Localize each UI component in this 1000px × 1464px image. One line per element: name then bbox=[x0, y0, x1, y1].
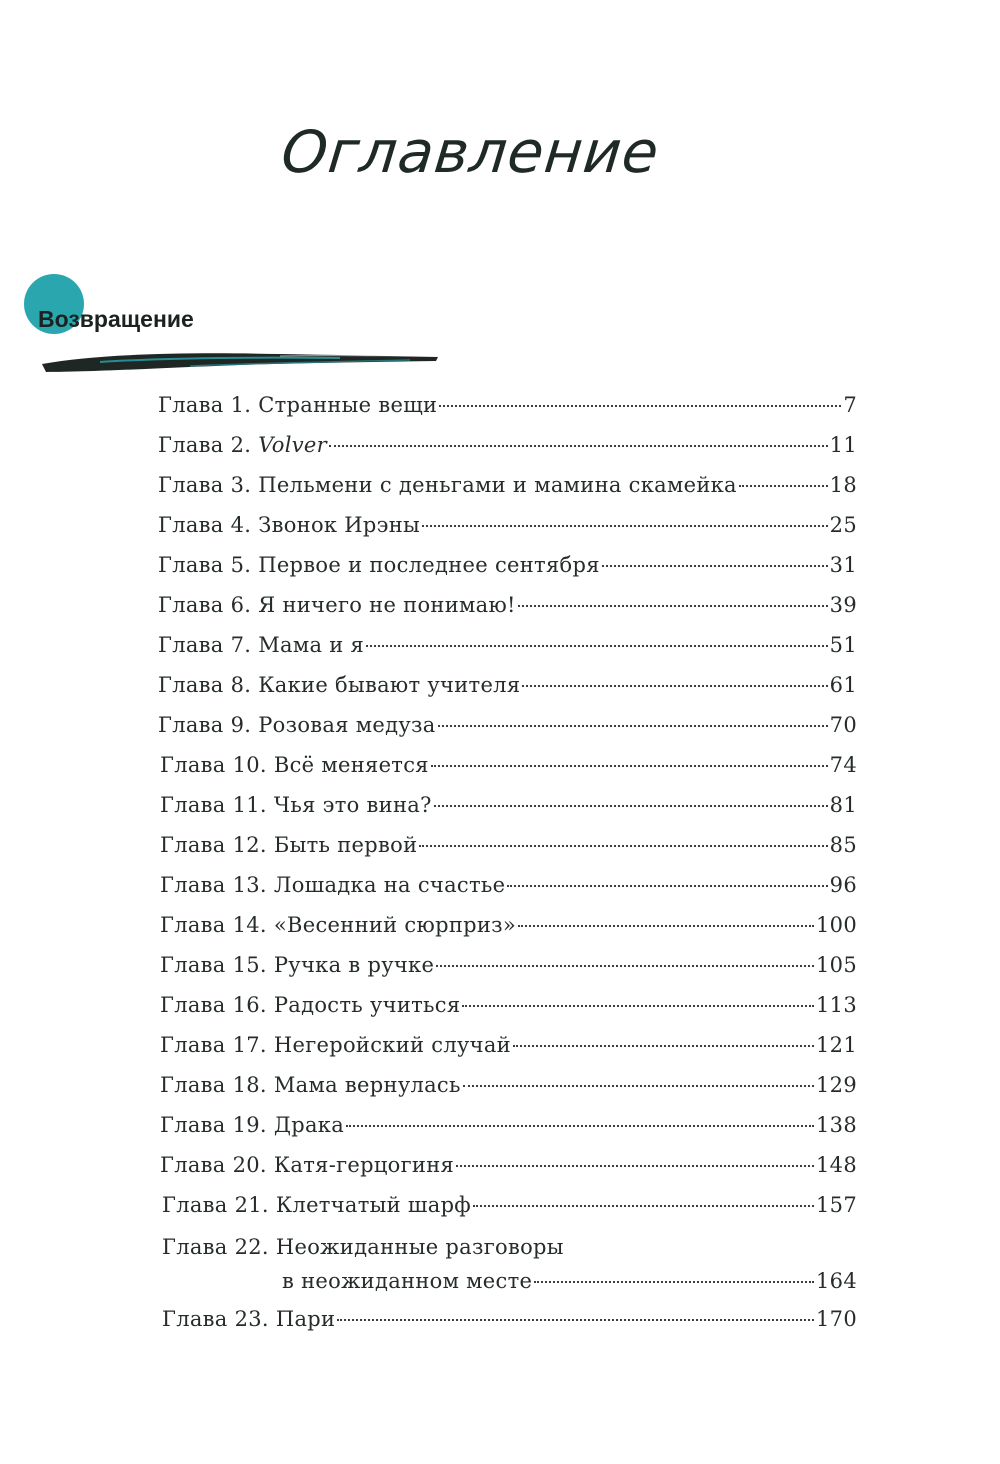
dot-leader bbox=[518, 925, 814, 927]
chapter-number: 13. bbox=[232, 873, 274, 897]
page-number: 148 bbox=[816, 1153, 857, 1177]
chapter-label bbox=[160, 830, 417, 860]
chapter-label bbox=[160, 1150, 454, 1180]
chapter-word: Глава bbox=[160, 1113, 233, 1137]
chapter-number: 3. bbox=[230, 473, 259, 497]
chapter-number: 21. bbox=[234, 1193, 276, 1217]
dot-leader bbox=[439, 405, 841, 407]
page-number: 157 bbox=[816, 1193, 857, 1217]
chapter-word: Глава bbox=[160, 873, 233, 897]
dot-leader bbox=[438, 725, 828, 727]
page-number: 164 bbox=[816, 1269, 857, 1293]
chapter-label bbox=[160, 910, 516, 940]
chapter-title: Мама вернулась bbox=[273, 1073, 461, 1097]
chapter-word: Глава bbox=[160, 1073, 233, 1097]
page-number: 100 bbox=[816, 913, 857, 937]
chapter-number: 7. bbox=[230, 633, 259, 657]
dot-leader bbox=[434, 805, 828, 807]
page-number: 70 bbox=[829, 713, 857, 737]
chapter-label bbox=[158, 590, 516, 620]
toc-entry[interactable] bbox=[160, 1150, 857, 1180]
chapter-word: Глава bbox=[158, 513, 231, 537]
dot-leader bbox=[462, 1005, 814, 1007]
toc-entry[interactable] bbox=[162, 1304, 857, 1334]
chapter-word: Глава bbox=[158, 433, 231, 457]
chapter-number: 10. bbox=[232, 753, 274, 777]
page-number: 85 bbox=[829, 833, 857, 857]
chapter-title: Пари bbox=[275, 1307, 336, 1331]
chapter-title: «Весенний сюрприз» bbox=[273, 913, 517, 937]
chapter-number: 8. bbox=[230, 673, 259, 697]
dot-leader bbox=[473, 1205, 814, 1207]
chapter-label bbox=[160, 990, 460, 1020]
toc-entry[interactable] bbox=[160, 910, 857, 940]
toc-entry[interactable] bbox=[158, 630, 857, 660]
page-number: 39 bbox=[829, 593, 857, 617]
chapter-word: Глава bbox=[160, 953, 233, 977]
dot-leader bbox=[507, 885, 827, 887]
chapter-title: Радость учиться bbox=[273, 993, 461, 1017]
chapter-number: 4. bbox=[230, 513, 259, 537]
chapter-number: 18. bbox=[232, 1073, 274, 1097]
section-title: Возвращение bbox=[38, 306, 194, 332]
chapter-label bbox=[160, 870, 505, 900]
chapter-word: Глава bbox=[160, 1153, 233, 1177]
toc-entry[interactable] bbox=[158, 670, 857, 700]
page-number: 138 bbox=[816, 1113, 857, 1137]
toc-entry[interactable] bbox=[160, 750, 857, 780]
page-number: 121 bbox=[816, 1033, 857, 1057]
chapter-title: Я ничего не понимаю! bbox=[258, 593, 516, 617]
page-number: 170 bbox=[816, 1307, 857, 1331]
chapter-number: 17. bbox=[232, 1033, 274, 1057]
chapter-word: Глава bbox=[162, 1235, 235, 1259]
chapter-word: Глава bbox=[160, 753, 233, 777]
chapter-word: Глава bbox=[160, 1033, 233, 1057]
dot-leader bbox=[329, 445, 828, 447]
chapter-word: Глава bbox=[162, 1193, 235, 1217]
dot-leader bbox=[456, 1165, 814, 1167]
chapter-title: Пельмени с деньгами и мамина скамейка bbox=[258, 473, 737, 497]
page-number: 105 bbox=[816, 953, 857, 977]
chapter-label bbox=[162, 1190, 471, 1220]
chapter-number: 14. bbox=[232, 913, 274, 937]
chapter-title: Неожиданные разговоры bbox=[275, 1235, 564, 1259]
chapter-number: 15. bbox=[232, 953, 274, 977]
page-number: 31 bbox=[829, 553, 857, 577]
page-number: 7 bbox=[843, 393, 857, 417]
dot-leader bbox=[422, 525, 828, 527]
chapter-title: Всё меняется bbox=[273, 753, 429, 777]
toc-entry[interactable] bbox=[158, 390, 857, 420]
chapter-word: Глава bbox=[158, 673, 231, 697]
chapter-number: 20. bbox=[232, 1153, 274, 1177]
page-number: 113 bbox=[816, 993, 857, 1017]
chapter-title: Клетчатый шарф bbox=[275, 1193, 472, 1217]
toc-entry[interactable] bbox=[160, 870, 857, 900]
chapter-title: Драка bbox=[273, 1113, 345, 1137]
chapter-title: Первое и последнее сентября bbox=[258, 553, 600, 577]
chapter-label bbox=[160, 750, 429, 780]
chapter-title: Быть первой bbox=[273, 833, 418, 857]
dot-leader bbox=[366, 645, 828, 647]
chapter-title: Странные вещи bbox=[258, 393, 438, 417]
dot-leader bbox=[431, 765, 828, 767]
chapter-word: Глава bbox=[160, 913, 233, 937]
chapter-word: Глава bbox=[158, 633, 231, 657]
chapter-title: Негеройский случай bbox=[273, 1033, 511, 1057]
chapter-title: Какие бывают учителя bbox=[258, 673, 521, 697]
chapter-number: 9. bbox=[230, 713, 259, 737]
chapter-word: Глава bbox=[158, 393, 231, 417]
dot-leader bbox=[534, 1281, 814, 1283]
chapter-title: Ручка в ручке bbox=[273, 953, 435, 977]
toc-entry[interactable] bbox=[158, 590, 857, 620]
chapter-label bbox=[162, 1304, 335, 1334]
chapter-number: 6. bbox=[230, 593, 259, 617]
dot-leader bbox=[602, 565, 828, 567]
chapter-title: Volver bbox=[258, 433, 327, 457]
chapter-title: Мама и я bbox=[258, 633, 365, 657]
chapter-word: Глава bbox=[158, 553, 231, 577]
chapter-label bbox=[160, 1070, 461, 1100]
chapter-title: Звонок Ирэны bbox=[258, 513, 421, 537]
dot-leader bbox=[513, 1045, 814, 1047]
chapter-label bbox=[158, 470, 737, 500]
chapter-title: Катя-герцогиня bbox=[273, 1153, 455, 1177]
toc-entry-title-line[interactable] bbox=[162, 1232, 564, 1262]
chapter-number: 12. bbox=[232, 833, 274, 857]
chapter-word: Глава bbox=[160, 793, 233, 817]
dot-leader bbox=[436, 965, 814, 967]
toc-entry[interactable] bbox=[158, 430, 857, 460]
chapter-label bbox=[158, 510, 420, 540]
page-number: 25 bbox=[829, 513, 857, 537]
dot-leader bbox=[522, 685, 827, 687]
dot-leader bbox=[346, 1125, 814, 1127]
chapter-label bbox=[158, 630, 364, 660]
dot-leader bbox=[518, 605, 828, 607]
chapter-label bbox=[158, 390, 437, 420]
page-number: 129 bbox=[816, 1073, 857, 1097]
toc-entry[interactable] bbox=[160, 1110, 857, 1140]
toc-entry[interactable] bbox=[160, 1070, 857, 1100]
chapter-title: Розовая медуза bbox=[258, 713, 436, 737]
toc-entry[interactable] bbox=[160, 790, 857, 820]
chapter-label bbox=[158, 430, 327, 460]
chapter-label bbox=[160, 790, 432, 820]
toc-entry[interactable] bbox=[282, 1266, 857, 1296]
chapter-word: Глава bbox=[160, 993, 233, 1017]
chapter-number: 23. bbox=[234, 1307, 276, 1331]
chapter-number: 16. bbox=[232, 993, 274, 1017]
toc-entry[interactable] bbox=[160, 950, 857, 980]
chapter-number: 19. bbox=[232, 1113, 274, 1137]
chapter-word: Глава bbox=[158, 713, 231, 737]
chapter-title-continued: в неожиданном месте bbox=[282, 1269, 533, 1293]
chapter-label bbox=[158, 710, 436, 740]
page-number: 61 bbox=[829, 673, 857, 697]
chapter-label bbox=[158, 670, 520, 700]
chapter-number: 5. bbox=[230, 553, 259, 577]
chapter-label bbox=[160, 1030, 511, 1060]
page-number: 74 bbox=[829, 753, 857, 777]
toc-entry[interactable] bbox=[158, 710, 857, 740]
chapter-number: 11. bbox=[232, 793, 274, 817]
chapter-label bbox=[160, 950, 434, 980]
toc-entry[interactable] bbox=[162, 1190, 857, 1220]
toc-entry[interactable] bbox=[158, 550, 857, 580]
chapter-number: 2. bbox=[230, 433, 259, 457]
toc-entry[interactable] bbox=[160, 830, 857, 860]
page-number: 18 bbox=[829, 473, 857, 497]
dot-leader bbox=[337, 1319, 814, 1321]
chapter-title: Лошадка на счастье bbox=[273, 873, 506, 897]
page-number: 51 bbox=[829, 633, 857, 657]
page-number: 11 bbox=[829, 433, 857, 457]
chapter-word: Глава bbox=[158, 473, 231, 497]
toc-entry[interactable] bbox=[158, 510, 857, 540]
chapter-number: 22. bbox=[234, 1235, 276, 1259]
page-number: 96 bbox=[829, 873, 857, 897]
toc-entry[interactable] bbox=[160, 990, 857, 1020]
chapter-word: Глава bbox=[158, 593, 231, 617]
page-number: 81 bbox=[829, 793, 857, 817]
chapter-word: Глава bbox=[160, 833, 233, 857]
chapter-word: Глава bbox=[162, 1307, 235, 1331]
chapter-label bbox=[158, 550, 600, 580]
chapter-label bbox=[160, 1110, 344, 1140]
chapter-title: Чья это вина? bbox=[273, 793, 432, 817]
toc-entry[interactable] bbox=[158, 470, 857, 500]
chapter-number: 1. bbox=[230, 393, 259, 417]
dot-leader bbox=[419, 845, 827, 847]
toc-entry[interactable] bbox=[160, 1030, 857, 1060]
dot-leader bbox=[463, 1085, 814, 1087]
page-title: Оглавление bbox=[278, 118, 663, 186]
dot-leader bbox=[739, 485, 828, 487]
